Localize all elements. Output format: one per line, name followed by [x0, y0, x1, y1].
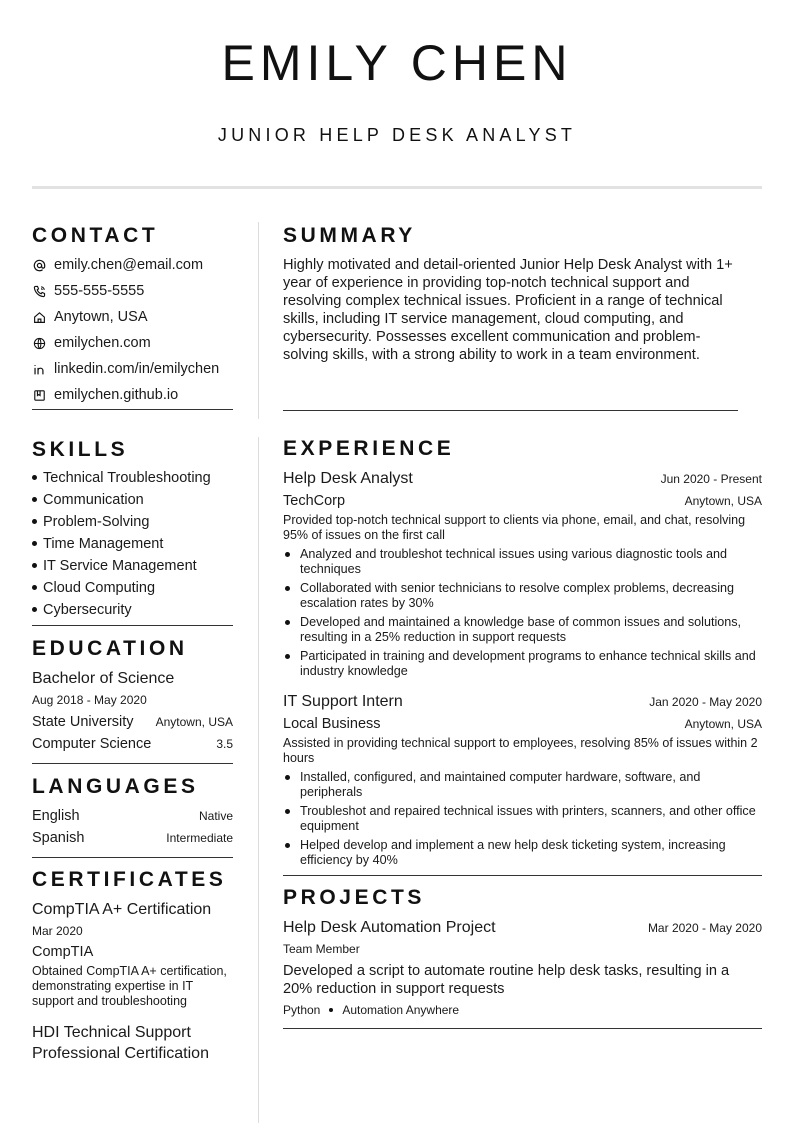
contact-website[interactable]	[32, 330, 233, 356]
job-summary: Provided top-notch technical support to clients via phone, email, and chat, resolving 95% of issues on the first call	[283, 513, 746, 542]
job-location: Anytown, USA	[684, 494, 762, 508]
job-bullet: Installed, configured, and maintained computer hardware, software, and peripherals	[283, 770, 762, 800]
skills-section	[32, 436, 233, 626]
bullet-icon	[32, 519, 37, 524]
project-tag: Automation Anywhere	[342, 1003, 460, 1017]
section-title: PROJECTS	[283, 886, 425, 909]
job-dates: Jan 2020 - May 2020	[649, 695, 762, 709]
column-divider-top	[258, 222, 259, 419]
job-bullet: Collaborated with senior technicians to resolve complex problems, decreasing escalation rates by 30%	[283, 581, 762, 611]
portfolio-icon	[32, 388, 46, 402]
bullet-icon	[285, 654, 290, 659]
bullet-icon	[285, 843, 290, 848]
section-divider	[32, 763, 233, 764]
bullet-icon	[32, 541, 37, 546]
language-row	[32, 827, 233, 849]
candidate-name: EMILY CHEN	[221, 35, 573, 91]
skill-item: Cloud Computing	[32, 577, 233, 599]
bullet-icon	[32, 497, 37, 502]
school-name: State University	[32, 714, 134, 730]
school-location: Anytown, USA	[155, 715, 233, 729]
project-description: Developed a script to automate routine help desk tasks, resulting in a 20% reduction in support requests	[283, 963, 730, 997]
contact-phone[interactable]	[32, 278, 233, 304]
certificate-date: Mar 2020	[32, 924, 83, 938]
left-column	[32, 222, 233, 1064]
section-divider	[283, 875, 762, 876]
certificates-section	[32, 866, 233, 1064]
degree: Bachelor of Science	[32, 670, 175, 687]
linkedin-icon	[32, 362, 46, 376]
job-role: Help Desk Analyst	[283, 470, 413, 487]
projects-section	[283, 884, 762, 1029]
contact-text: Anytown, USA	[54, 309, 148, 325]
section-divider	[283, 1028, 762, 1029]
bullet-icon	[285, 552, 290, 557]
languages-section	[32, 773, 233, 858]
column-divider-bottom	[258, 437, 259, 1123]
section-title: SKILLS	[32, 438, 129, 461]
contact-text: 555-555-5555	[54, 283, 145, 299]
skill-item: Technical Troubleshooting	[32, 467, 233, 489]
bullet-icon	[285, 586, 290, 591]
gpa: 3.5	[216, 737, 233, 751]
certificate-item	[32, 900, 233, 1009]
bullet-icon	[285, 620, 290, 625]
job-location: Anytown, USA	[684, 717, 762, 731]
skill-item: Problem-Solving	[32, 511, 233, 533]
skill-item: Communication	[32, 489, 233, 511]
section-divider	[32, 409, 233, 410]
job-bullet: Troubleshot and repaired technical issues with printers, scanners, and other office equipment	[283, 804, 762, 834]
contact-linkedin[interactable]	[32, 356, 233, 382]
right-column	[283, 222, 762, 1029]
bullet-icon	[329, 1008, 333, 1012]
job-bullet: Developed and maintained a knowledge base of common issues and solutions, resulting in a 25% reduction in support requests	[283, 615, 762, 645]
bullet-icon	[285, 775, 290, 780]
section-title: SUMMARY	[283, 224, 416, 247]
at-icon	[32, 258, 46, 272]
section-title: LANGUAGES	[32, 775, 199, 798]
contact-text: emilychen.github.io	[54, 387, 179, 403]
job-company: Local Business	[283, 716, 381, 732]
skill-item: Time Management	[32, 533, 233, 555]
section-title: CERTIFICATES	[32, 868, 227, 891]
summary-section	[283, 222, 762, 411]
language-name: Spanish	[32, 830, 85, 846]
job-bullet: Helped develop and implement a new help desk ticketing system, increasing efficiency by 40%	[283, 838, 762, 868]
header-divider	[32, 186, 762, 189]
job-entry	[283, 468, 762, 679]
job-bullet: Participated in training and development programs to enhance technical skills and industry knowledge	[283, 649, 762, 679]
skill-item: IT Service Management	[32, 555, 233, 577]
summary-text: Highly motivated and detail-oriented Junior Help Desk Analyst with 1+ year of experience in providing top-notch technical support and resolving complex technical issues. Proficient in a range of technical skills, including IT service management, cloud computing, and cybersecurity. Possesses excellent communication and problem-solving skills, with a strong ability to work in a team environment.	[283, 257, 733, 363]
certificate-item	[32, 1022, 233, 1064]
job-title: JUNIOR HELP DESK ANALYST	[217, 125, 577, 145]
job-entry	[283, 691, 762, 868]
language-row	[32, 805, 233, 827]
job-company: TechCorp	[283, 493, 346, 509]
contact-portfolio[interactable]	[32, 382, 233, 408]
bullet-icon	[32, 563, 37, 568]
globe-icon	[32, 336, 46, 350]
section-divider	[32, 625, 233, 626]
bullet-icon	[285, 809, 290, 814]
contact-email[interactable]	[32, 252, 233, 278]
contact-section	[32, 222, 233, 410]
bullet-icon	[32, 475, 37, 480]
job-role: IT Support Intern	[283, 693, 403, 710]
job-dates: Jun 2020 - Present	[660, 472, 762, 486]
bullet-icon	[32, 607, 37, 612]
skill-item: Cybersecurity	[32, 599, 233, 621]
project-role: Team Member	[283, 942, 360, 956]
contact-text: emily.chen@email.com	[54, 257, 204, 273]
certificate-name: HDI Technical Support Professional Certification	[32, 1024, 209, 1062]
project-entry	[283, 917, 762, 1018]
project-tag: Python	[283, 1003, 321, 1017]
project-name: Help Desk Automation Project	[283, 919, 496, 936]
project-dates: Mar 2020 - May 2020	[647, 921, 762, 935]
section-title: EXPERIENCE	[283, 437, 455, 460]
education-dates: Aug 2018 - May 2020	[32, 693, 147, 707]
project-tags	[283, 1002, 762, 1018]
language-level: Intermediate	[166, 831, 233, 845]
contact-text: emilychen.com	[54, 335, 151, 351]
job-bullet: Analyzed and troubleshot technical issues using various diagnostic tools and techniques	[283, 547, 762, 577]
contact-text: linkedin.com/in/emilychen	[54, 361, 220, 377]
home-icon	[32, 310, 46, 324]
section-divider	[32, 857, 233, 858]
field-of-study: Computer Science	[32, 736, 152, 752]
bullet-icon	[32, 585, 37, 590]
job-summary: Assisted in providing technical support to employees, resolving 85% of issues within 2 hours	[283, 736, 758, 765]
language-level: Native	[198, 809, 233, 823]
section-title: EDUCATION	[32, 637, 188, 660]
certificate-issuer: CompTIA	[32, 944, 94, 960]
certificate-description: Obtained CompTIA A+ certification, demonstrating expertise in IT support and troubleshooting	[32, 964, 227, 1008]
experience-section	[283, 435, 762, 876]
section-divider	[283, 410, 738, 411]
section-title: CONTACT	[32, 224, 159, 247]
contact-location	[32, 304, 233, 330]
phone-icon	[32, 284, 46, 298]
certificate-name: CompTIA A+ Certification	[32, 901, 212, 918]
language-name: English	[32, 808, 80, 824]
education-section	[32, 635, 233, 764]
